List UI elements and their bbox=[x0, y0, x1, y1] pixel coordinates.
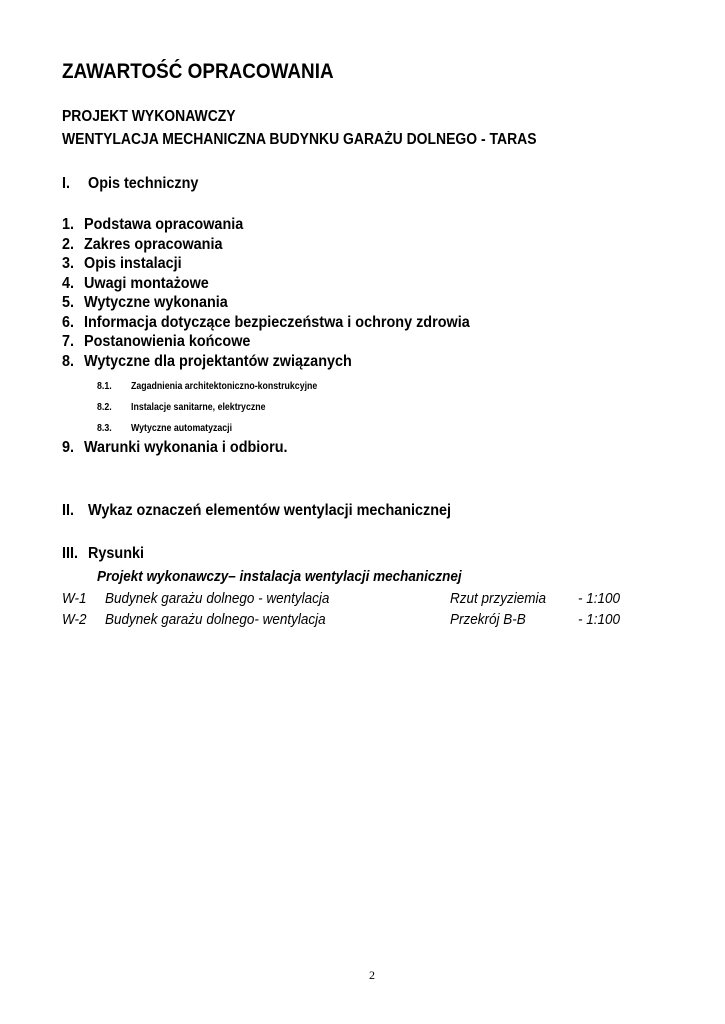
drawing-scale: - 1:100 bbox=[578, 590, 621, 607]
drawings-heading: Projekt wykonawczy– instalacja wentylacji mechanicznej bbox=[97, 568, 462, 585]
drawing-name: Budynek garażu dolnego- wentylacja bbox=[105, 611, 326, 628]
toc-subitem-label: Zagadnienia architektoniczno-konstrukcyjne bbox=[131, 381, 318, 392]
toc-item-label: Wytyczne dla projektantów związanych bbox=[84, 353, 352, 370]
toc-item-label: Postanowienia końcowe bbox=[84, 333, 251, 350]
toc-item-label: Informacja dotyczące bezpieczeństwa i ochrony zdrowia bbox=[84, 314, 470, 331]
drawing-view: Przekrój B-B bbox=[450, 611, 526, 628]
toc-item-label: Warunki wykonania i odbioru. bbox=[84, 439, 288, 456]
document-title: ZAWARTOŚĆ OPRACOWANIA bbox=[62, 60, 334, 83]
toc-item-label: Uwagi montażowe bbox=[84, 275, 209, 292]
section-3-number: III. bbox=[62, 545, 79, 562]
drawing-scale: - 1:100 bbox=[578, 611, 621, 628]
drawing-name: Budynek garażu dolnego - wentylacja bbox=[105, 590, 330, 607]
toc-item-number: 4. bbox=[62, 275, 75, 292]
toc-item-number: 6. bbox=[62, 314, 75, 331]
section-1-label: Opis techniczny bbox=[88, 175, 199, 192]
toc-item-number: 2. bbox=[62, 236, 75, 253]
toc-item-label: Opis instalacji bbox=[84, 255, 182, 272]
toc-subitem-number: 8.3. bbox=[97, 423, 112, 434]
toc-item-label: Wytyczne wykonania bbox=[84, 294, 228, 311]
toc-item-number: 7. bbox=[62, 333, 75, 350]
section-2-number: II. bbox=[62, 502, 75, 519]
toc-item-number: 3. bbox=[62, 255, 75, 272]
toc-subitem-number: 8.2. bbox=[97, 402, 112, 413]
toc-subitem-label: Wytyczne automatyzacji bbox=[131, 423, 233, 434]
toc-item-label: Podstawa opracowania bbox=[84, 216, 244, 233]
subtitle-line-2: WENTYLACJA MECHANICZNA BUDYNKU GARAŻU DOLNEGO - TARAS bbox=[62, 131, 537, 148]
toc-item-number: 5. bbox=[62, 294, 75, 311]
subtitle-line-1: PROJEKT WYKONAWCZY bbox=[62, 108, 236, 125]
toc-item-label: Zakres opracowania bbox=[84, 236, 223, 253]
section-3-label: Rysunki bbox=[88, 545, 145, 562]
drawing-code: W-1 bbox=[62, 590, 87, 607]
section-1-number: I. bbox=[62, 175, 71, 192]
drawing-code: W-2 bbox=[62, 611, 87, 628]
section-2-label: Wykaz oznaczeń elementów wentylacji mechanicznej bbox=[88, 502, 452, 519]
toc-item-number: 8. bbox=[62, 353, 75, 370]
toc-item-number: 1. bbox=[62, 216, 75, 233]
toc-item-number: 9. bbox=[62, 439, 75, 456]
toc-subitem-number: 8.1. bbox=[97, 381, 112, 392]
toc-subitem-label: Instalacje sanitarne, elektryczne bbox=[131, 402, 266, 413]
page-number: 2 bbox=[369, 968, 375, 982]
drawing-view: Rzut przyziemia bbox=[450, 590, 547, 607]
